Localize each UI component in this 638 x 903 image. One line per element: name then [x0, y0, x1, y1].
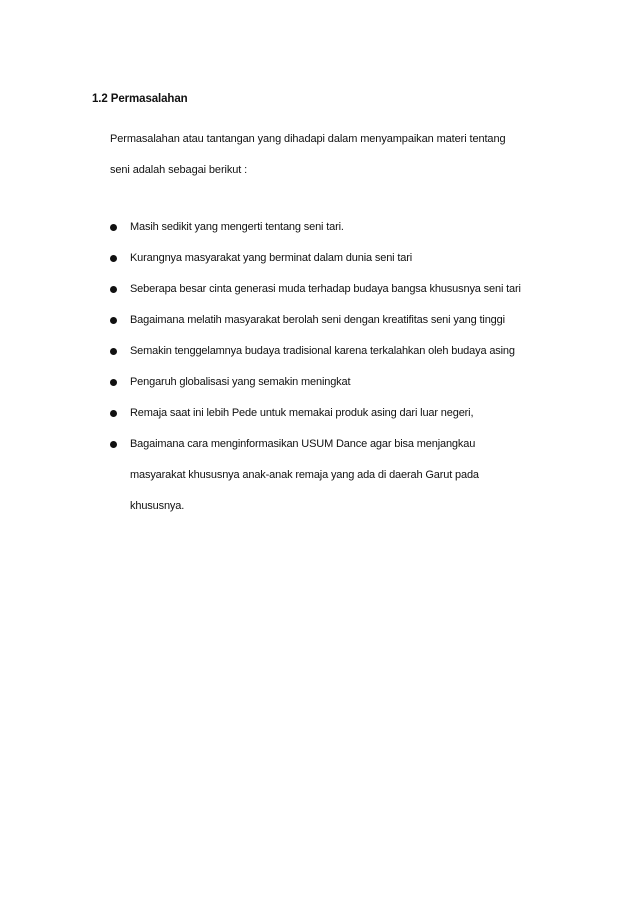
bullet-icon	[110, 348, 117, 355]
section-heading: 1.2 Permasalahan	[92, 93, 188, 105]
list-item	[0, 436, 638, 467]
intro-line: Permasalahan atau tantangan yang dihadapi dalam menyampaikan materi tentang	[110, 133, 506, 145]
list-item	[0, 343, 638, 374]
bullet-icon	[110, 286, 117, 293]
list-item-text: Kurangnya masyarakat yang berminat dalam dunia seni tari	[130, 252, 413, 264]
list-item-text: Semakin tenggelamnya budaya tradisional karena terkalahkan oleh budaya asing	[130, 345, 515, 357]
list-item-text: Masih sedikit yang mengerti tentang seni tari.	[130, 221, 344, 233]
intro-line: seni adalah sebagai berikut :	[110, 164, 248, 176]
list-item-text: masyarakat khususnya anak-anak remaja yang ada di daerah Garut pada	[130, 469, 479, 481]
list-item-text: Pengaruh globalisasi yang semakin meningkat	[130, 376, 351, 388]
list-item	[0, 374, 638, 405]
bullet-icon	[110, 255, 117, 262]
bullet-icon	[110, 410, 117, 417]
list-item-text: Bagaimana melatih masyarakat berolah seni dengan kreatifitas seni yang tinggi	[130, 314, 505, 326]
list-item-text: Seberapa besar cinta generasi muda terhadap budaya bangsa khususnya seni tari	[130, 283, 521, 295]
bullet-icon	[110, 379, 117, 386]
list-item-text: Bagaimana cara menginformasikan USUM Dance agar bisa menjangkau	[130, 438, 476, 450]
list-item-continuation	[0, 467, 638, 498]
list-item-text: Remaja saat ini lebih Pede untuk memakai produk asing dari luar negeri,	[130, 407, 474, 419]
list-item-continuation	[0, 498, 638, 529]
list-item	[0, 281, 638, 312]
problem-list	[0, 219, 638, 529]
list-item-text: khususnya.	[130, 500, 185, 512]
bullet-icon	[110, 224, 117, 231]
list-item	[0, 219, 638, 250]
intro-paragraph	[110, 124, 570, 186]
bullet-icon	[110, 441, 117, 448]
bullet-icon	[110, 317, 117, 324]
list-item	[0, 405, 638, 436]
list-item	[0, 250, 638, 281]
list-item	[0, 312, 638, 343]
